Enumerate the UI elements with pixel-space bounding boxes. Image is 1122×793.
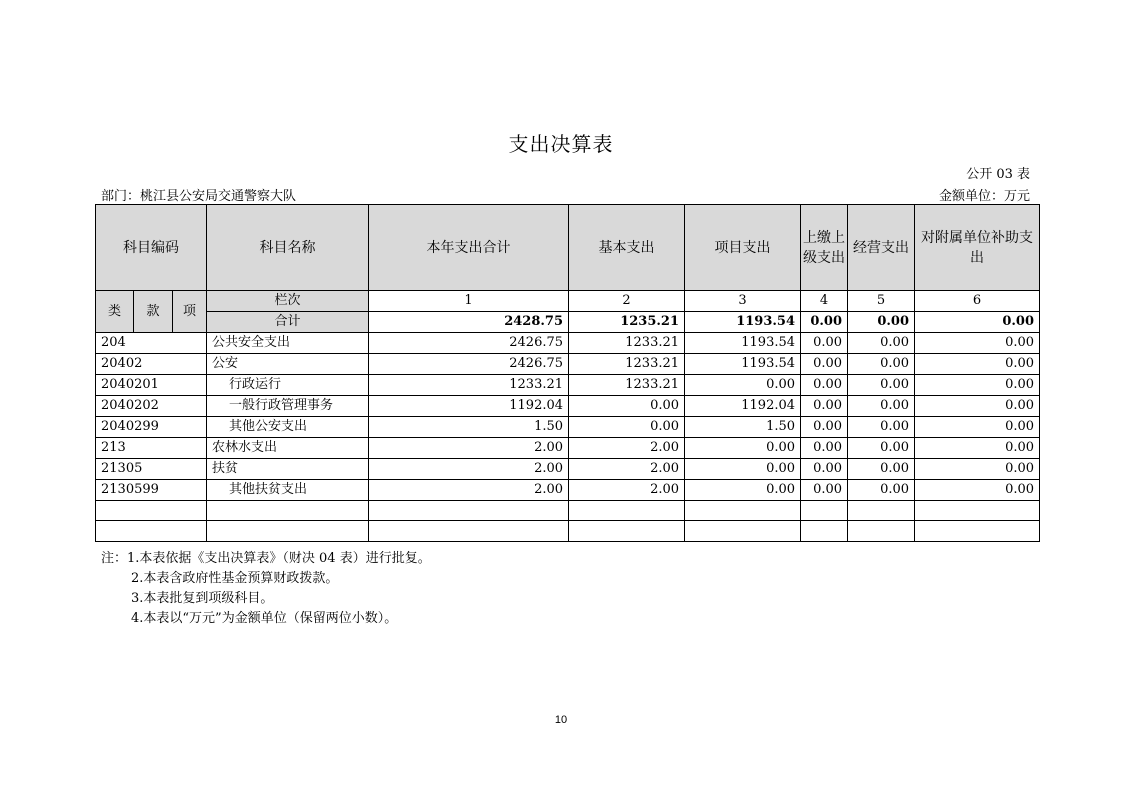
empty-cell	[96, 501, 207, 521]
row-value: 0.00	[848, 333, 915, 354]
row-name: 其他公安支出	[207, 417, 369, 438]
row-code: 213	[96, 438, 207, 459]
row-value: 0.00	[685, 438, 801, 459]
header-project: 项目支出	[685, 205, 801, 291]
row-value: 0.00	[915, 459, 1040, 480]
empty-cell	[915, 501, 1040, 521]
table-row	[96, 417, 1040, 438]
row-value: 1193.54	[685, 354, 801, 375]
row-name: 公共安全支出	[207, 333, 369, 354]
row-value: 0.00	[915, 438, 1040, 459]
empty-cell	[915, 521, 1040, 541]
row-value: 0.00	[848, 459, 915, 480]
empty-cell	[569, 521, 685, 541]
row-value: 1233.21	[369, 375, 569, 396]
header-class: 类	[96, 291, 134, 333]
total-value-2: 1235.21	[569, 312, 685, 333]
row-value: 0.00	[915, 480, 1040, 501]
empty-row	[96, 501, 1040, 521]
table-row	[96, 354, 1040, 375]
row-value: 0.00	[685, 459, 801, 480]
row-code: 204	[96, 333, 207, 354]
row-value: 0.00	[685, 375, 801, 396]
row-value: 1233.21	[569, 354, 685, 375]
table-row	[96, 480, 1040, 501]
page-number: 10	[554, 714, 568, 726]
row-value: 2.00	[569, 480, 685, 501]
row-value: 2.00	[569, 438, 685, 459]
row-value: 2.00	[369, 480, 569, 501]
table-row	[96, 459, 1040, 480]
row-code: 21305	[96, 459, 207, 480]
col-number-5: 5	[848, 291, 915, 312]
row-code: 2040201	[96, 375, 207, 396]
row-code: 2040299	[96, 417, 207, 438]
row-value: 0.00	[801, 417, 848, 438]
expenditure-table	[95, 204, 1040, 542]
row-value: 0.00	[685, 480, 801, 501]
row-value: 0.00	[848, 438, 915, 459]
header-subsidy: 对附属单位补助支出	[915, 205, 1040, 291]
empty-cell	[207, 521, 369, 541]
row-value: 0.00	[801, 354, 848, 375]
row-name: 行政运行	[207, 375, 369, 396]
row-code: 2040202	[96, 396, 207, 417]
column-label: 栏次	[207, 291, 369, 312]
empty-cell	[96, 521, 207, 541]
notes-section	[101, 549, 431, 629]
row-value: 0.00	[915, 417, 1040, 438]
row-value: 0.00	[801, 438, 848, 459]
row-value: 0.00	[915, 396, 1040, 417]
empty-cell	[207, 501, 369, 521]
row-value: 2.00	[569, 459, 685, 480]
row-value: 1192.04	[685, 396, 801, 417]
row-value: 0.00	[801, 396, 848, 417]
row-value: 0.00	[801, 480, 848, 501]
total-row	[96, 312, 1040, 333]
row-value: 0.00	[569, 396, 685, 417]
col-number-2: 2	[569, 291, 685, 312]
header-basic: 基本支出	[569, 205, 685, 291]
row-value: 0.00	[801, 375, 848, 396]
col-number-6: 6	[915, 291, 1040, 312]
empty-cell	[569, 501, 685, 521]
table-header-row	[96, 205, 1040, 291]
row-value: 0.00	[569, 417, 685, 438]
empty-cell	[801, 501, 848, 521]
table-row	[96, 333, 1040, 354]
empty-cell	[369, 501, 569, 521]
note-line: 4.本表以“万元”为金额单位（保留两位小数）。	[131, 611, 398, 626]
empty-cell	[848, 501, 915, 521]
row-value: 0.00	[848, 375, 915, 396]
row-value: 2426.75	[369, 333, 569, 354]
row-name: 其他扶贫支出	[207, 480, 369, 501]
total-value-6: 0.00	[915, 312, 1040, 333]
row-value: 1192.04	[369, 396, 569, 417]
row-value: 1233.21	[569, 333, 685, 354]
col-number-3: 3	[685, 291, 801, 312]
header-name: 科目名称	[207, 205, 369, 291]
total-value-3: 1193.54	[685, 312, 801, 333]
col-number-4: 4	[801, 291, 848, 312]
total-value-1: 2428.75	[369, 312, 569, 333]
header-superior: 上缴上级支出	[801, 205, 848, 291]
header-section: 款	[134, 291, 173, 333]
department-label: 部门：桃江县公安局交通警察大队	[101, 189, 297, 204]
row-value: 2.00	[369, 459, 569, 480]
empty-cell	[685, 501, 801, 521]
row-value: 0.00	[801, 333, 848, 354]
column-number-row	[96, 291, 1040, 312]
empty-cell	[848, 521, 915, 541]
row-code: 2130599	[96, 480, 207, 501]
empty-cell	[369, 521, 569, 541]
row-name: 农林水支出	[207, 438, 369, 459]
page-title: 支出决算表	[508, 132, 614, 156]
header-item: 项	[173, 291, 207, 333]
total-label: 合计	[207, 312, 369, 333]
row-value: 1.50	[685, 417, 801, 438]
note-line: 2.本表含政府性基金预算财政拨款。	[131, 571, 339, 586]
empty-cell	[685, 521, 801, 541]
row-value: 0.00	[848, 480, 915, 501]
header-business: 经营支出	[848, 205, 915, 291]
total-value-5: 0.00	[848, 312, 915, 333]
row-code: 20402	[96, 354, 207, 375]
empty-cell	[801, 521, 848, 541]
table-row	[96, 396, 1040, 417]
row-value: 1.50	[369, 417, 569, 438]
empty-row	[96, 521, 1040, 541]
row-value: 0.00	[848, 354, 915, 375]
row-value: 0.00	[848, 417, 915, 438]
row-name: 一般行政管理事务	[207, 396, 369, 417]
amount-unit-label: 金额单位：万元	[938, 189, 1030, 204]
row-value: 1233.21	[569, 375, 685, 396]
total-value-4: 0.00	[801, 312, 848, 333]
row-value: 0.00	[801, 459, 848, 480]
header-total: 本年支出合计	[369, 205, 569, 291]
row-value: 2.00	[369, 438, 569, 459]
row-value: 1193.54	[685, 333, 801, 354]
row-value: 0.00	[848, 396, 915, 417]
row-name: 公安	[207, 354, 369, 375]
row-name: 扶贫	[207, 459, 369, 480]
row-value: 0.00	[915, 354, 1040, 375]
form-number: 公开 03 表	[966, 167, 1030, 182]
table-row	[96, 438, 1040, 459]
table-row	[96, 375, 1040, 396]
row-value: 0.00	[915, 333, 1040, 354]
row-value: 0.00	[915, 375, 1040, 396]
header-code: 科目编码	[96, 205, 207, 291]
col-number-1: 1	[369, 291, 569, 312]
row-value: 2426.75	[369, 354, 569, 375]
note-line: 3.本表批复到项级科目。	[131, 591, 274, 606]
note-line: 注：1.本表依据《支出决算表》（财决 04 表）进行批复。	[101, 551, 431, 566]
